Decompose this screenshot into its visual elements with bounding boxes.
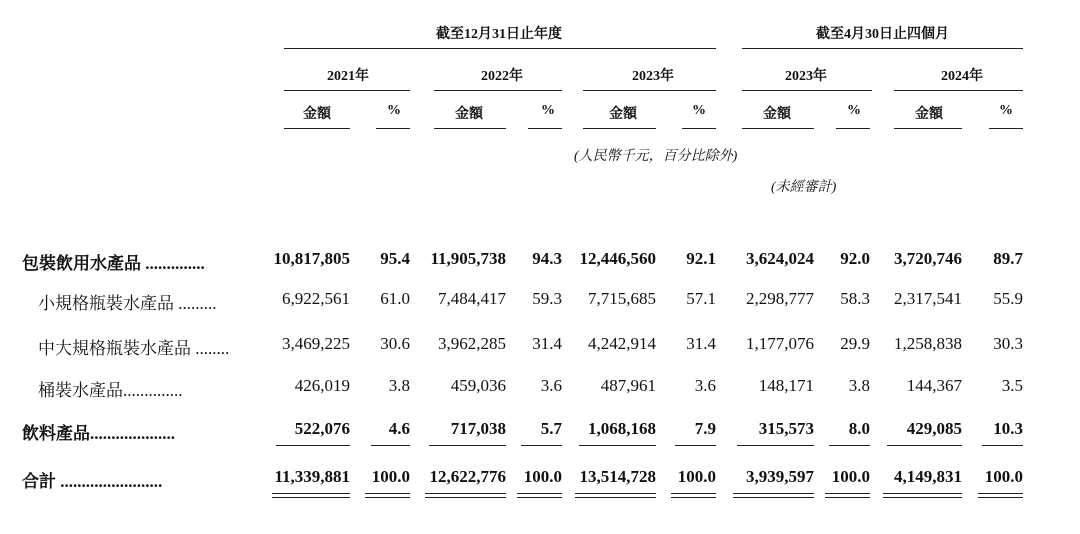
percent-cell: 30.3 [993,334,1023,353]
total-double-rule [825,493,870,498]
amount-cell: 144,367 [906,376,962,395]
percent-cell: 100.0 [677,467,716,486]
percent-cell: 92.1 [686,249,716,268]
year-rule-2022 [434,90,562,91]
amount-cell: 148,171 [758,376,814,395]
amount-cell: 3,624,024 [746,249,814,268]
percent-cell: 29.9 [840,334,870,353]
percent-cell: 95.4 [380,249,410,268]
percent-cell: 92.0 [840,249,870,268]
amount-header: 金額 [763,107,791,122]
year-header-2021: 2021年 [327,69,369,84]
percent-cell: 57.1 [686,289,716,308]
percent-cell: 3.8 [388,376,410,395]
subtotal-rule [276,445,350,446]
total-double-rule [671,493,716,498]
percent-cell: 8.0 [848,419,870,438]
group-header-annual: 截至12月31日止年度 [436,27,562,42]
amount-cell: 11,905,738 [430,249,506,268]
percent-cell: 58.3 [840,289,870,308]
amount-cell: 11,339,881 [274,467,350,486]
year-header-2024-interim: 2024年 [941,69,983,84]
total-double-rule [272,493,350,498]
percent-cell: 3.8 [848,376,870,395]
total-double-rule [575,493,656,498]
amount-cell: 4,242,914 [588,334,656,353]
subtotal-rule [829,445,870,446]
amount-cell: 12,446,560 [579,249,656,268]
total-double-rule [425,493,506,498]
amount-cell: 12,622,776 [429,467,506,486]
amount-cell: 1,068,168 [588,419,656,438]
percent-cell: 100.0 [371,467,410,486]
amount-rule [284,128,350,129]
amount-header: 金額 [455,107,483,122]
percent-cell: 10.3 [993,419,1023,438]
amount-rule [742,128,814,129]
percent-rule [376,128,410,129]
amount-cell: 6,922,561 [282,289,350,308]
percent-cell: 3.5 [1001,376,1023,395]
amount-cell: 3,962,285 [438,334,506,353]
total-double-rule [978,493,1023,498]
amount-cell: 429,085 [906,419,962,438]
percent-cell: 5.7 [540,419,562,438]
percent-cell: 100.0 [523,467,562,486]
amount-rule [583,128,656,129]
amount-cell: 1,177,076 [746,334,814,353]
amount-cell: 7,715,685 [588,289,656,308]
row-label-barreled-water: 桶裝水產品.............. [38,381,183,400]
amount-cell: 426,019 [294,376,350,395]
percent-cell: 55.9 [993,289,1023,308]
percent-header: % [999,103,1013,118]
total-double-rule [883,493,962,498]
row-label-total: 合計 ........................ [22,472,163,491]
amount-cell: 2,317,541 [894,289,962,308]
year-header-2022: 2022年 [481,69,523,84]
percent-cell: 89.7 [993,249,1023,268]
year-header-2023: 2023年 [632,69,674,84]
subtotal-rule [675,445,716,446]
amount-cell: 487,961 [600,376,656,395]
percent-header: % [387,103,401,118]
amount-cell: 13,514,728 [579,467,656,486]
amount-cell: 4,149,831 [894,467,962,486]
percent-rule [682,128,716,129]
percent-cell: 59.3 [532,289,562,308]
total-double-rule [365,493,410,498]
amount-cell: 1,258,838 [894,334,962,353]
year-rule-2023-interim [742,90,872,91]
percent-cell: 3.6 [694,376,716,395]
row-label-beverages: 飲料產品.................... [22,424,175,443]
percent-rule [989,128,1023,129]
group-header-four-months: 截至4月30日止四個月 [816,27,949,42]
group-rule-annual [284,48,716,49]
subtotal-rule [371,445,410,446]
year-rule-2023 [583,90,716,91]
year-rule-2021 [284,90,410,91]
percent-cell: 61.0 [380,289,410,308]
subtotal-rule [887,445,962,446]
amount-cell: 7,484,417 [438,289,506,308]
row-label-medium-large-bottled: 中大規格瓶裝水產品 ........ [38,339,230,358]
percent-rule [528,128,562,129]
unaudited-note: (未經審計) [771,180,837,195]
percent-cell: 3.6 [540,376,562,395]
amount-rule [434,128,506,129]
amount-cell: 2,298,777 [746,289,814,308]
amount-cell: 717,038 [450,419,506,438]
group-rule-four-months [742,48,1023,49]
amount-cell: 315,573 [758,419,814,438]
percent-rule [836,128,870,129]
total-double-rule [517,493,562,498]
amount-cell: 522,076 [294,419,350,438]
percent-cell: 94.3 [532,249,562,268]
subtotal-rule [737,445,814,446]
amount-rule [894,128,962,129]
subtotal-rule [429,445,506,446]
year-header-2023-interim: 2023年 [785,69,827,84]
percent-cell: 31.4 [532,334,562,353]
percent-cell: 4.6 [388,419,410,438]
amount-cell: 3,469,225 [282,334,350,353]
percent-cell: 7.9 [694,419,716,438]
subtotal-rule [579,445,656,446]
amount-cell: 10,817,805 [273,249,350,268]
percent-cell: 31.4 [686,334,716,353]
percent-cell: 100.0 [984,467,1023,486]
percent-cell: 30.6 [380,334,410,353]
percent-header: % [692,103,706,118]
percent-header: % [847,103,861,118]
percent-header: % [541,103,555,118]
amount-header: 金額 [915,107,943,122]
unit-note: (人民幣千元，百分比除外) [574,149,738,164]
subtotal-rule [521,445,562,446]
amount-cell: 459,036 [450,376,506,395]
percent-cell: 100.0 [831,467,870,486]
amount-header: 金額 [609,107,637,122]
total-double-rule [733,493,814,498]
amount-cell: 3,720,746 [894,249,962,268]
row-label-small-bottled: 小規格瓶裝水產品 ......... [38,294,217,313]
row-label-packaged-water: 包裝飲用水產品 .............. [22,254,205,273]
year-rule-2024-interim [894,90,1023,91]
subtotal-rule [982,445,1023,446]
amount-header: 金額 [303,107,331,122]
amount-cell: 3,939,597 [746,467,814,486]
